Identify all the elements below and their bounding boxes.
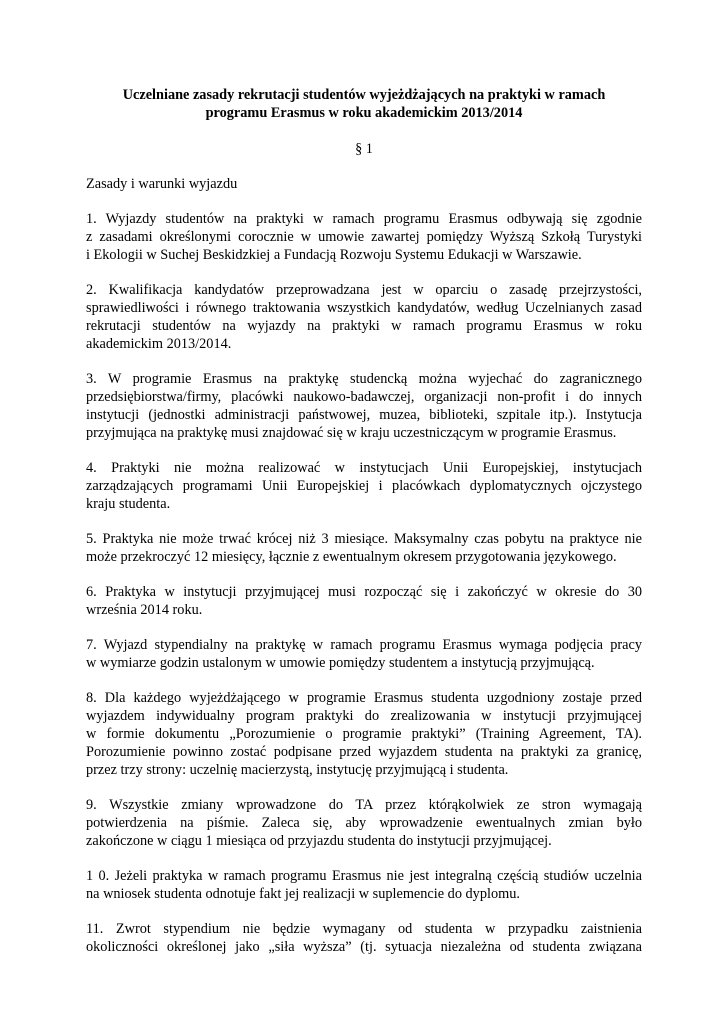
paragraph-line: 8. Dla każdego wyjeżdżającego w programie Erasmus studenta uzgodniony zostaje przed — [86, 690, 642, 706]
paragraph-line: w formie dokumentu „Porozumienie o programie praktyki” (Training Agreement, TA). — [86, 726, 642, 742]
paragraph-line: zakończone w ciągu 1 miesiąca od przyjazdu studenta do instytucji przyjmującej. — [86, 833, 552, 849]
paragraph-line: w wymiarze godzin ustalonym w umowie pomiędzy studentem a instytucją przyjmującą. — [86, 655, 595, 671]
paragraph-7 — [86, 636, 642, 672]
paragraph-line: zarządzających programami Unii Europejskiej i placówkach dyplomatycznych ojczystego — [86, 478, 642, 494]
paragraph-3 — [86, 370, 642, 442]
paragraph-line: okoliczności określonej jako „siła wyższa” (tj. sytuacja niezależna od studenta związana — [86, 939, 642, 955]
section-mark: § 1 — [355, 141, 373, 157]
paragraph-line: wyjazdem indywidualny program praktyki do zrealizowania w instytucji przyjmującej — [86, 708, 642, 724]
paragraph-10 — [86, 867, 642, 903]
paragraph-line: 5. Praktyka nie może trwać krócej niż 3 miesiące. Maksymalny czas pobytu na praktyce nie — [86, 531, 642, 547]
paragraph-4 — [86, 459, 642, 513]
document-page — [86, 86, 642, 956]
paragraph-line: przez trzy strony: uczelnię macierzystą, instytucję przyjmującą i studenta. — [86, 762, 509, 778]
paragraph-line: może przekroczyć 12 miesięcy, łącznie z ewentualnym okresem przygotowania językowego. — [86, 549, 617, 565]
paragraph-line: potwierdzenia na piśmie. Zaleca się, aby wprowadzenie ewentualnych zmian było — [86, 815, 642, 831]
paragraph-1 — [86, 210, 642, 264]
paragraph-line: 11. Zwrot stypendium nie będzie wymagany od studenta w przypadku zaistnienia — [86, 921, 642, 937]
document-title-line: programu Erasmus w roku akademickim 2013/2014 — [205, 105, 523, 121]
paragraph-line: 1. Wyjazdy studentów na praktyki w ramach programu Erasmus odbywają się zgodnie — [86, 211, 642, 227]
paragraph-line: Porozumienie powinno zostać podpisane przed wyjazdem studenta na praktyki za granicę, — [86, 744, 642, 760]
paragraph-line: rekrutacji studentów na wyjazdy na praktyki w ramach programu Erasmus w roku — [86, 318, 642, 334]
paragraph-8 — [86, 689, 642, 779]
paragraph-line: z zasadami określonymi corocznie w umowie zawartej pomiędzy Wyższą Szkołą Turystyki — [86, 229, 642, 245]
paragraph-list — [86, 210, 642, 956]
paragraph-6 — [86, 583, 642, 619]
paragraph-line: 2. Kwalifikacja kandydatów przeprowadzana jest w oparciu o zasadę przejrzystości, — [86, 282, 642, 298]
section-heading: Zasady i warunki wyjazdu — [86, 176, 238, 192]
paragraph-line: 4. Praktyki nie można realizować w instytucjach Unii Europejskiej, instytucjach — [86, 460, 642, 476]
paragraph-line: akademickim 2013/2014. — [86, 336, 232, 352]
paragraph-line: 7. Wyjazd stypendialny na praktykę w ramach programu Erasmus wymaga podjęcia pracy — [86, 637, 642, 653]
document-title — [86, 86, 642, 122]
paragraph-line: przyjmująca na praktykę musi znajdować się w kraju uczestniczącym w programie Erasmus. — [86, 425, 617, 441]
document-title-line: Uczelniane zasady rekrutacji studentów wyjeżdżających na praktyki w ramach — [122, 87, 606, 103]
paragraph-line: 1 0. Jeżeli praktyka w ramach programu Erasmus nie jest integralną częścią studiów uczelnia — [86, 868, 642, 884]
paragraph-5 — [86, 530, 642, 566]
paragraph-line: 3. W programie Erasmus na praktykę studencką można wyjechać do zagranicznego — [86, 371, 642, 387]
paragraph-line: 9. Wszystkie zmiany wprowadzone do TA przez którąkolwiek ze stron wymagają — [86, 797, 642, 813]
paragraph-line: na wniosek studenta odnotuje fakt jej realizacji w suplemencie do dyplomu. — [86, 886, 520, 902]
paragraph-line: sprawiedliwości i równego traktowania wszystkich kandydatów, według Uczelnianych zasad — [86, 300, 642, 316]
paragraph-line: kraju studenta. — [86, 496, 171, 512]
paragraph-line: września 2014 roku. — [86, 602, 203, 618]
paragraph-line: 6. Praktyka w instytucji przyjmującej musi rozpocząć się i zakończyć w okresie do 30 — [86, 584, 642, 600]
paragraph-line: i Ekologii w Suchej Beskidzkiej a Fundacją Rozwoju Systemu Edukacji w Warszawie. — [86, 247, 582, 263]
paragraph-2 — [86, 281, 642, 353]
paragraph-11 — [86, 920, 642, 956]
paragraph-line: instytucji (jednostki administracji państwowej, muzea, biblioteki, szpitale itp.). Instytucja — [86, 407, 642, 423]
paragraph-line: przedsiębiorstwa/firmy, placówki naukowo-badawczej, organizacji non-profit i do innych — [86, 389, 642, 405]
paragraph-9 — [86, 796, 642, 850]
